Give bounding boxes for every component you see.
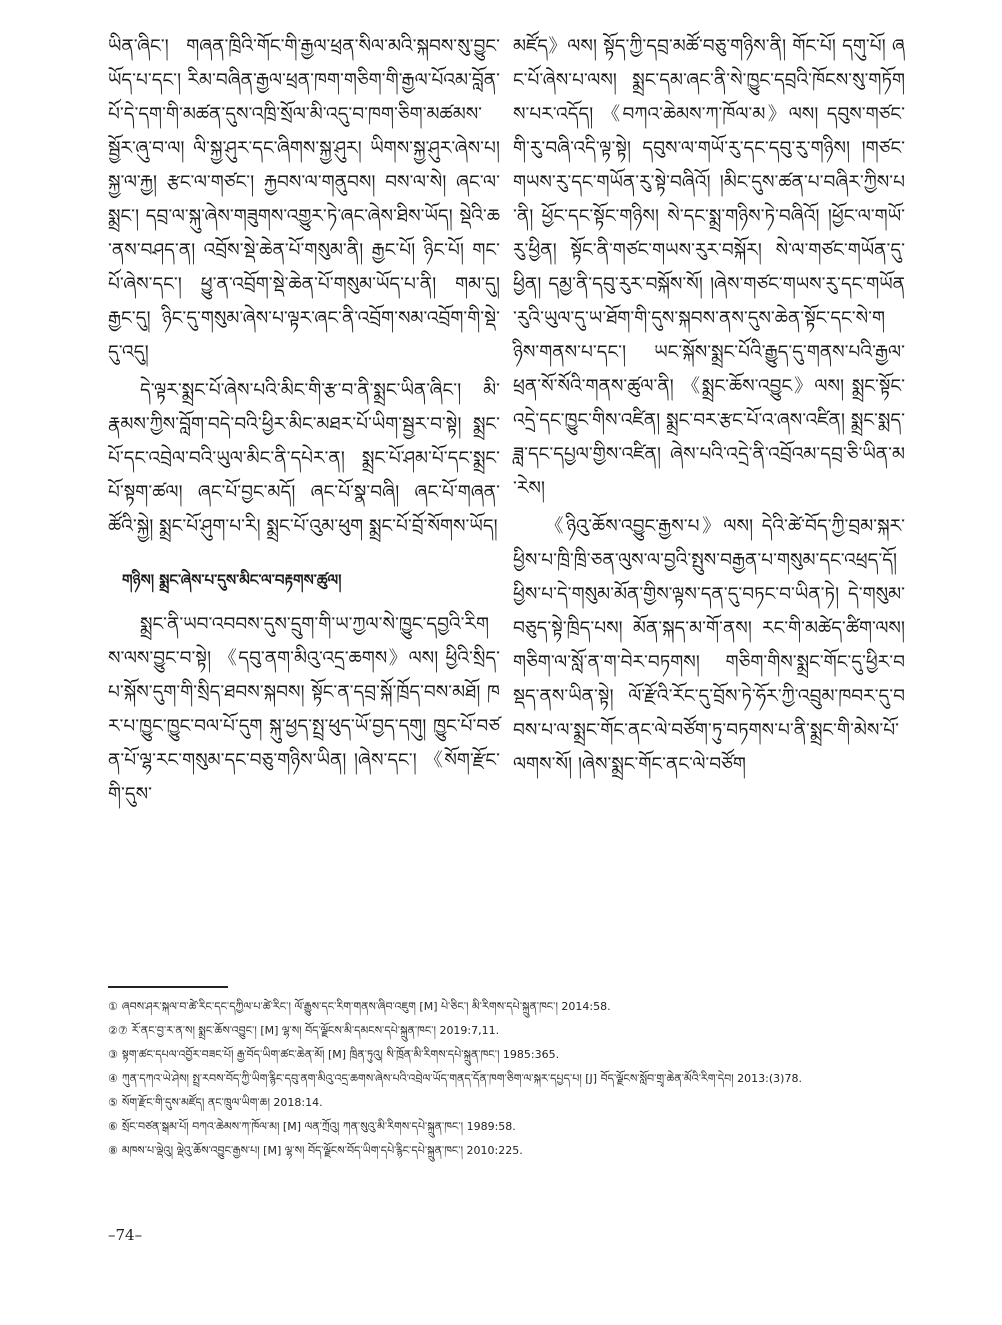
footnotes (108, 998, 900, 1166)
footnote (108, 1118, 900, 1135)
footnote (108, 998, 900, 1015)
footnote-mark: ⑤ (108, 1096, 118, 1109)
footnote-mark: ⑥ (108, 1120, 118, 1133)
page-number: –74– (108, 1226, 143, 1244)
footnote (108, 1022, 900, 1039)
footnote-text: རོ་ནང་བྱ་ར་ན་ས། སྨྲང་ཆོས་འབྱུང་། [M] ལྷ་ས། བོད་ལྗོངས་མི་དམངས་དཔེ་སྐྲུན་ཁང་། 2019:7,11. (131, 1024, 500, 1037)
body-paragraph: ཡིན་ཞིང་། གཞན་ཁྲིའི་གོང་གི་རྒྱལ་ཕྲན་སིལ་མའི་སྐབས་སུ་བྱུང་ཡོད་པ་དང་། རིམ་བཞིན་རྒྱལ་ཕྲན་ཁག་གཅིག་གི་རྒྱལ་པོའམ་བློན་པོ་དེ་དག་གི་མཚན་དུས་འཁྲི་སྲོལ་མི་འདུ་བ་ཁག་ཅིག་མཚམས་སྦྱོར་ཞུ་བ་ལ། ལི་སྐྱ་ཤུར་དང་ཞིགས་སྐྱ་ཤུར། ཡིགས་སྐྱ་ཤུར་ཞེས་པ། སྐྱ་ལ་རྐྱ། རྩང་ལ་གཙང་། རྐྱབས་ལ་གནུབས། བས་ལ་སེ། ཞང་ལ་སྨྲང་། དབྲ་ལ་སྐུ་ཞེས་གཟུགས་འགྱུར་ཏེ་ཞང་ཞེས་ཐིས་ཡོད། སྡེའི་ཆ་ནས་བཤད་ན། འབྲོས་སྡེ་ཆེན་པོ་གསུམ་ནི། རྒྱང་པོ། ཉིང་པོ། གང་པོ་ཞེས་དང་། ཕྱུ་ན་འབྲོག་སྡེ་ཆེན་པོ་གསུམ་ཡོད་པ་ནི། གམ་དུ། རྒྱང་དུ། ཉིང་དུ་གསུམ་ཞེས་པ་ལྟར་ཞང་ནི་འབྲོག་སམ་འབྲོག་གི་སྡེ་དུ་འདུ། (108, 36, 500, 363)
footnote-mark: ① (108, 1000, 118, 1013)
footnote-text: ཀུན་དཀའ་ཡེ་ཤེས། སྤྲ་རབས་བོད་ཀྱི་ཡིག་རྙིང་དབུ་ནག་མིའུ་འདྲ་ཆགས་ཞེས་པའི་འབྲེལ་ཡོད་གནད་དོན་ཁག་ཅིག་ལ་སྐར་དཔྱད་པ། [J] བོད་ལྗོངས་སློབ་གྲྭ་ཆེན་མོའི་རིག་དེབ། 2013:(3)78. (121, 1072, 802, 1085)
body-paragraph: དེ་ལྟར་སྨྲང་པོ་ཞེས་པའི་མིང་གི་རྩ་བ་ནི་སྨྲང་ཡིན་ཞིང་། མི་རྣམས་ཀྱིས་བློག་བདེ་བའི་ཕྱིར་མིང་མཐར་པོ་ཡིག་སྦྱར་བ་སྟེ། སྨྲང་པོ་དང་འབྲེལ་བའི་ཡུལ་མིང་ནི་དཔེར་ན། སྨྲང་པོ་ཤམ་པོ་དང་སྨྲང་པོ་སྟག་ཚལ། ཞང་པོ་བྱང་མདོ། ཞང་པོ་སྣ་བཞི། ཞང་པོ་གཞན་ཚོའི་སྐྱེ། སྨྲང་པོ་ཤུག་པ་རི། སྨྲང་པོ་འུམ་ཕུག སྨྲང་པོ་བྲོ་སོགས་ཡོད། (108, 380, 500, 537)
footnote-mark: ⑧ (108, 1144, 118, 1157)
right-column (513, 30, 905, 786)
body-paragraph: མཛོད》ལས། སྟོད་ཀྱི་དབྲ་མཚོ་བཅུ་གཉིས་ནི། གོང་པོ། དགུ་པོ། ཞང་པོ་ཞེས་པ་ལས། སྨྲང་དམ་ཞང་ནི་སེ་ཁྱུང་དབྲའི་ཁོངས་སུ་གཏོགས་པར་འདོད། 《བཀའ་ཆེམས་ཀ་ཁོལ་མ》ལས། དབུས་གཙང་གི་རུ་བཞི་འདི་ལྟ་སྟེ། དབུས་ལ་གཡོ་རུ་དང་དབུ་རུ་གཉིས། །གཙང་གཡས་རུ་དང་གཡོན་རུ་སྟེ་བཞིའོ། །མིང་དུས་ཚན་པ་བཞིར་ཀྱིས་པ་ནི། ཕྱོང་དང་སྟོང་གཉིས། སེ་དང་སྨྲ་གཉིས་ཏེ་བཞིའོ། །ཕྱོང་ལ་གཡོ་རུ་ཕྱིན། སྟོང་ནི་གཙང་གཡས་རུར་བསྐོར། སེ་ལ་གཙང་གཡོན་དུ་ཕྱིན། དམྱ་ནི་དབུ་རུར་བསྐོས་སོ། །ཞེས་གཙང་གཡས་རུ་དང་གཡོན་རུའི་ཡུལ་དུ་ཡ་ཐོག་གི་དུས་སྐབས་ནས་དུས་ཆེན་སྟོང་དང་སེ་གཉིས་གནས་པ་དང་། ཡང་སྐོས་སྨྲང་པོའི་རྒྱུད་དུ་གནས་པའི་རྒྱལ་ཕྲན་སོ་སོའི་གནས་ཚུལ་ནི། 《སྨྲང་ཆོས་འབྱུང》ལས། སྨྲང་སྟོང་འདྲེ་དང་ཁྱུང་གིས་འཛིན། སྨྲང་བར་རྩང་པོ་འ་ཞས་འཛིན། སྨྲང་སྨད་ཟླ་དང་དཔྱལ་གྱིས་འཛིན། ཞེས་པའི་འདྲེ་ནི་འབྲོའམ་དབྲ་ཅི་ཡིན་མ་རེས། (513, 36, 906, 499)
footnote-divider (108, 986, 228, 988)
footnote-text: མཁས་པ་ལྡེའུ། ལྡེའུ་ཆོས་འབྱུང་རྒྱས་པ། [M] ལྷ་ས། བོད་ལྗོངས་བོད་ཡིག་དཔེ་རྙིང་དཔེ་སྐྲུན་ཁང་། 2010:225. (121, 1144, 523, 1157)
footnote (108, 1046, 900, 1063)
body-paragraph: སྨྲང་ནི་ཡབ་འབབས་དུས་དྲུག་གི་ཡ་ཀྱལ་སེ་ཁྱུང་དབྱའི་རིགས་ལས་བྱུང་བ་སྟེ། 《དབུ་ནག་མིའུ་འདྲ་ཆགས》ལས། ཕྱིའི་སྲིད་པ་སྐོས་དུག་གི་སྲིད་ཐབས་སྐབས། སྟོང་ན་དབྲ་སྐོ་ཁྲོད་བས་མཐོ། ཁར་པ་ཁྱུང་ཁྱུང་བལ་པོ་དུག སྐུ་ཕྱད་སྤྲ་ཕུད་ཡོ་བྱད་དགུ། ཁྱུང་པོ་བཙན་པོ་ལྷ་རང་གསུམ་དང་བཅུ་གཉིས་ཡིན། །ཞེས་དང་། 《སོག་རྫོང་གི་དུས་ (108, 614, 500, 805)
footnote-mark: ③ (108, 1048, 118, 1061)
footnote-text: སྟག་ཚང་དཔལ་འབྱོར་བཟང་པོ། རྒྱ་བོད་ཡིག་ཚང་ཆེན་མོ། [M] ཁྲིན་ཏུའུ། སི་ཁྲོན་མི་རིགས་དཔེ་སྐྲུན་ཁང་། 1985:365. (121, 1048, 560, 1061)
section-heading: གཉིས། སྨྲང་ཞེས་པ་དུས་མིང་ལ་བརྟགས་ཚུལ། (122, 571, 342, 589)
footnote-mark: ④ (108, 1072, 118, 1085)
footnote (108, 1094, 900, 1111)
body-paragraph: 《ཉིའུ་ཆོས་འབྱུང་རྒྱས་པ》ལས། དེའི་ཚེ་བོད་ཀྱི་བྲམ་སྐར་ཕྱིས་པ་ཁྲི་ཁྲི་ཅན་ལུས་ལ་བྱའི་སྤུས་བརྒྱན་པ་གསུམ་དང་འཕྲད་དོ། ཕྱིས་པ་དེ་གསུམ་མོན་གྱིས་ལྟས་དན་དུ་བཏང་བ་ཡིན་ཏེ། དེ་གསུམ་བཅུད་སྟེ་ཁྲིད་པས། མོན་སྐད་མ་གོ་ནས། རང་གི་མཚེད་ཚིག་ལས། གཅིག་ལ་སློ་ན་ག་བེར་བཏགས། གཅིག་གིས་སྨྲང་གོང་དུ་ཕྱིར་བསྡད་ནས་ཡིན་སྟེ། ལོ་རྫོའི་རོང་དུ་བྲོས་ཏེ་ཧོར་ཀྱི་འབྲུམ་ཁབར་དུ་བབས་པ་ལ་སྨྲང་གོང་ནང་ལེ་བཙོག་ཏུ་བཏགས་པ་ནི་སྨྲང་གི་མེས་པོ་ལགས་སོ། །ཞེས་སྨྲང་གོང་ནང་ལེ་བཙོག (513, 516, 905, 775)
footnote (108, 1070, 900, 1087)
left-column (108, 30, 500, 816)
footnote (108, 1142, 900, 1159)
footnote-text: སོག་རྫོང་གི་དུས་མཛོད། ནང་ཁྲུལ་ཡིག་ཆ། 2018:14. (121, 1096, 323, 1109)
footnote-text: ཞབས་ཤར་སྐལ་བ་ཚེ་རིང་དང་དཀྱིལ་པ་ཚེ་རིང་། ལོ་རྒྱུས་དང་རིག་གནས་ཞིབ་འཇུག [M] པེ་ཅིང་། མི་རིགས་དཔེ་སྐྲུན་ཁང་། 2014:58. (121, 1000, 611, 1013)
footnote-text: སྲོང་བཙན་སྒམ་པོ། བཀའ་ཆེམས་ཀ་ཁོལ་མ། [M] ལན་ཀྲོའུ། ཀན་སུའུ་མི་རིགས་དཔེ་སྐྲུན་ཁང་། 1989:58. (121, 1120, 516, 1133)
footnote-mark: ②⑦ (108, 1024, 128, 1037)
